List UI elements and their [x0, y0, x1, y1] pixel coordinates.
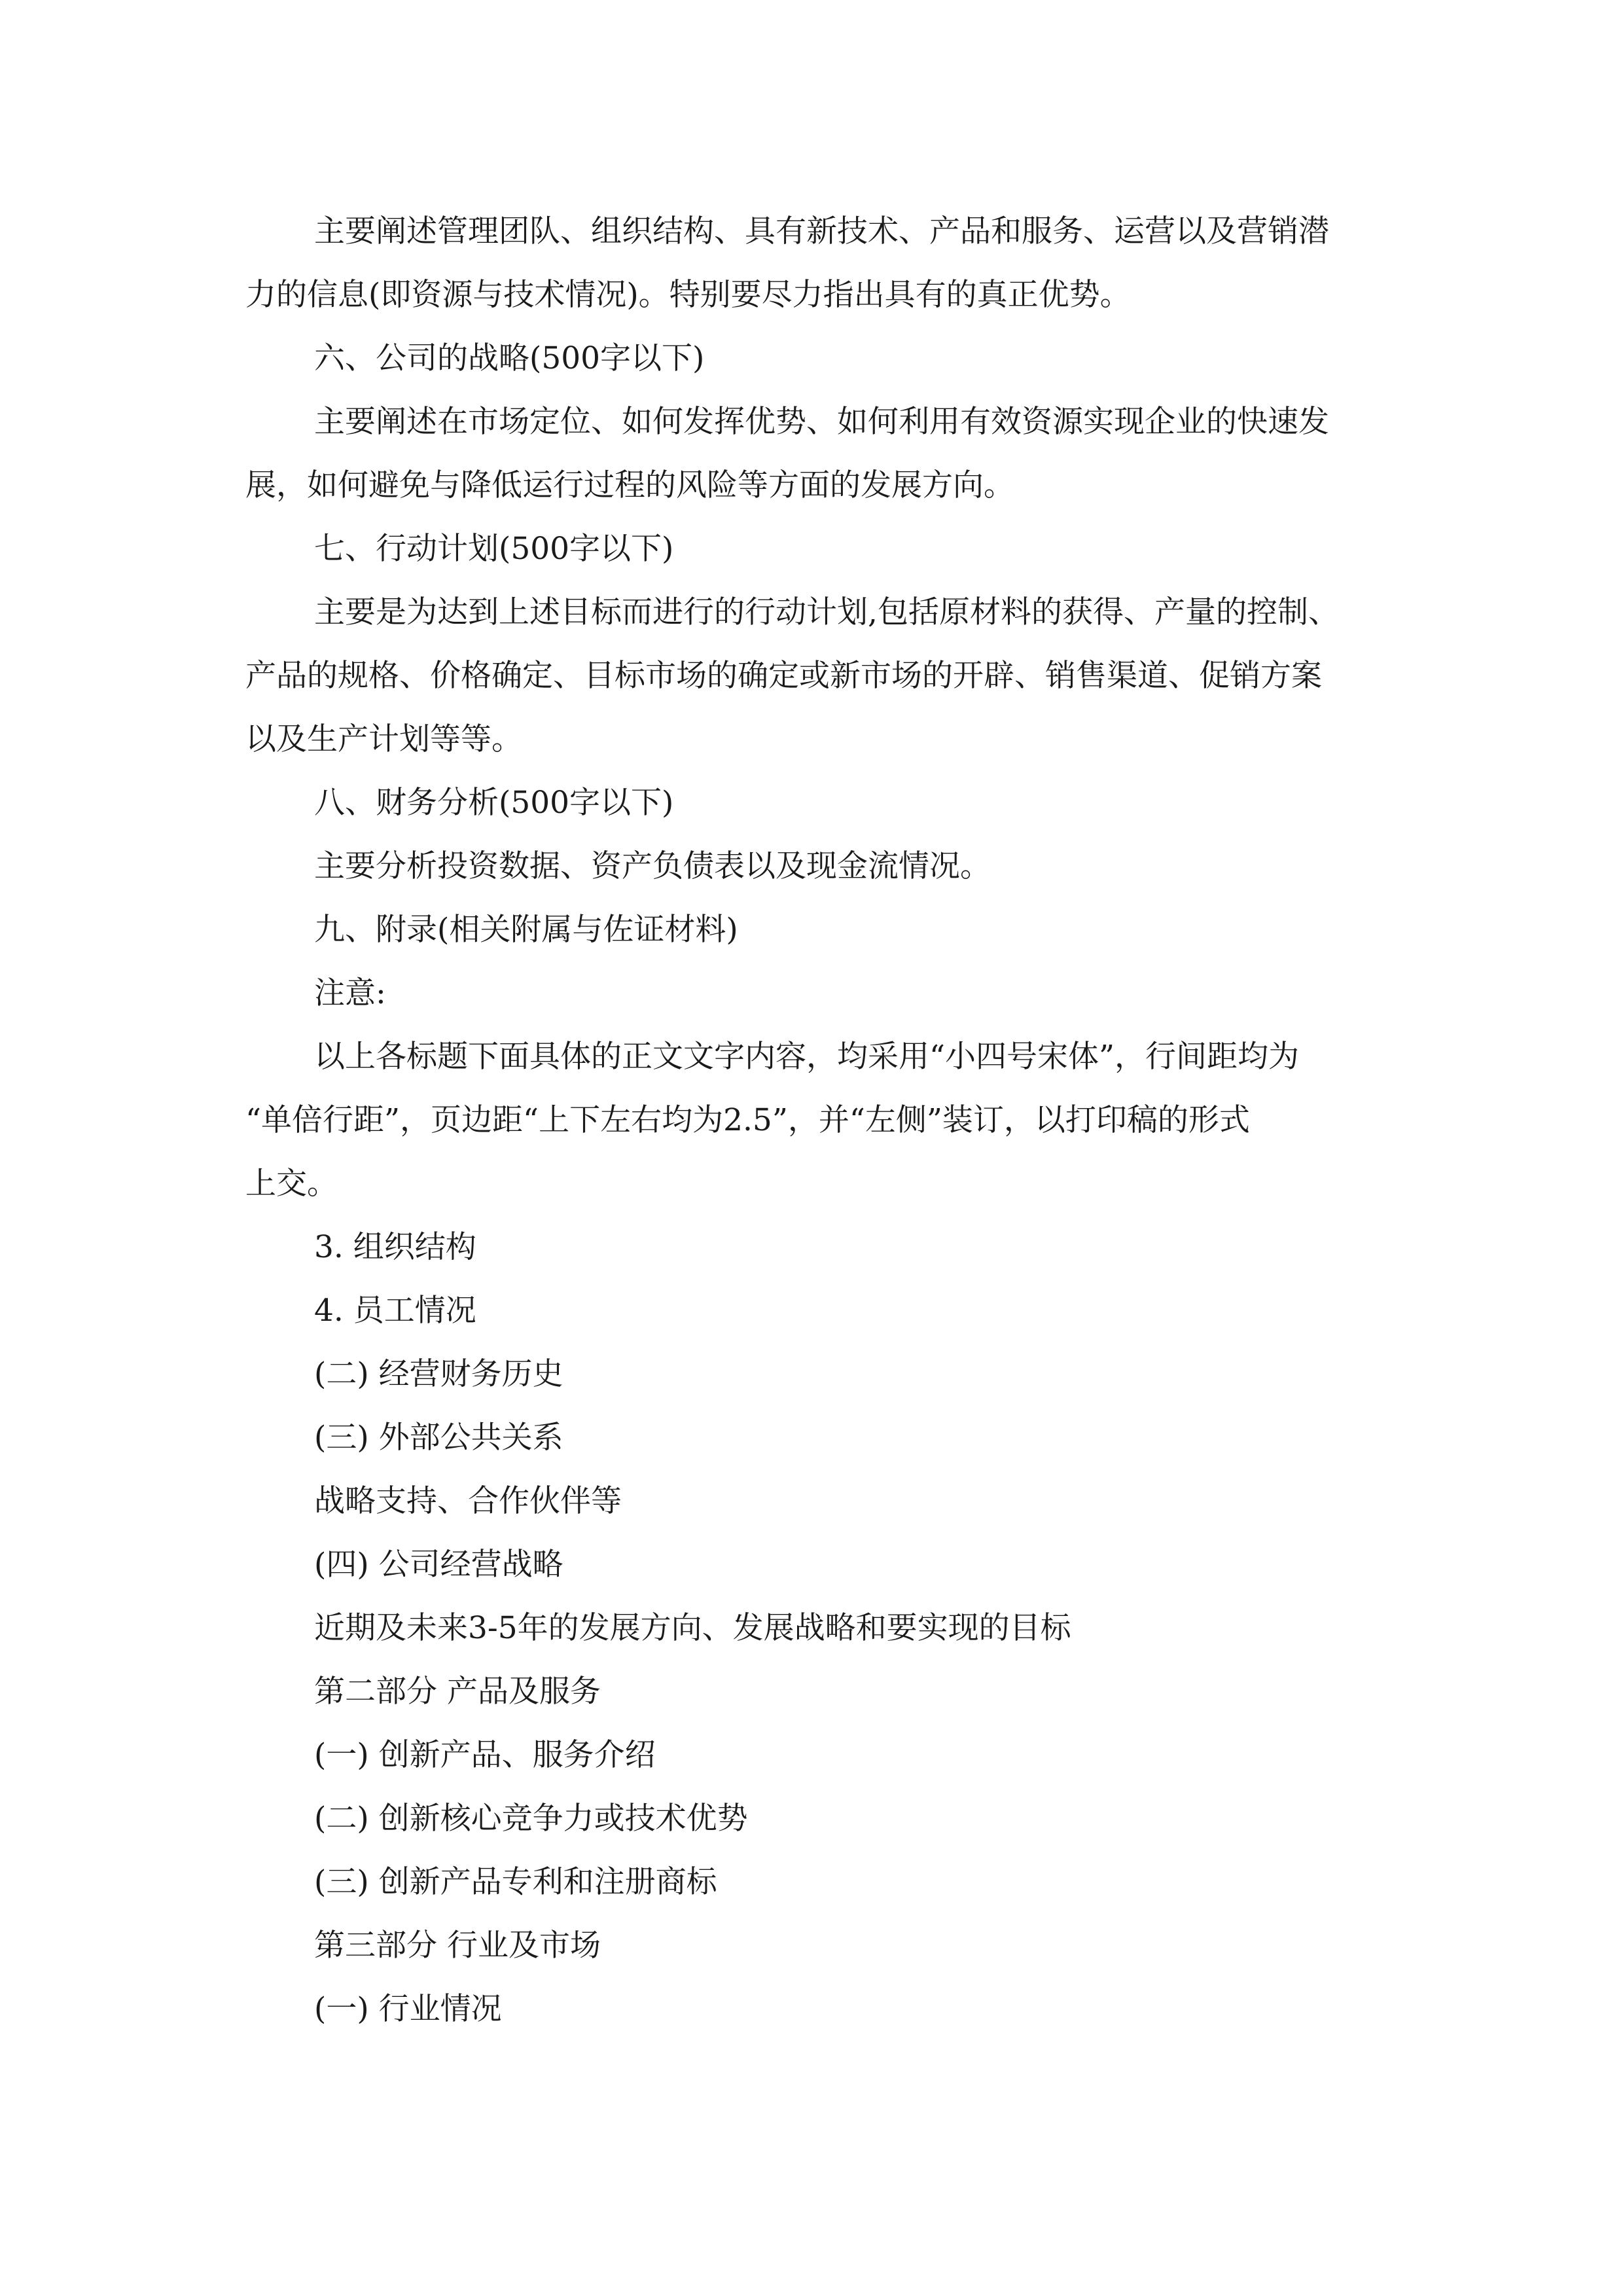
section-heading: 九、附录(相关附属与佐证材料): [314, 912, 738, 948]
paragraph-line: 力的信息(即资源与技术情况)。特别要尽力指出具有的真正优势。: [245, 277, 1131, 313]
list-item: 4. 员工情况: [314, 1293, 476, 1329]
paragraph-line: 战略支持、合作伙伴等: [314, 1483, 622, 1519]
section-heading: 八、财务分析(500字以下): [314, 785, 674, 821]
paragraph-line: 展，如何避免与降低运行过程的风险等方面的发展方向。: [245, 467, 1014, 503]
list-item: (三) 外部公共关系: [314, 1420, 563, 1456]
paragraph-line: “单倍行距”，页边距“上下左右均为2.5”，并“左侧”装订，以打印稿的形式: [245, 1102, 1250, 1138]
list-item: 3. 组织结构: [314, 1229, 476, 1265]
list-item: (三) 创新产品专利和注册商标: [314, 1864, 717, 1900]
list-item: (四) 公司经营战略: [314, 1547, 563, 1583]
list-item: (二) 经营财务历史: [314, 1356, 563, 1392]
paragraph-line: 主要阐述在市场定位、如何发挥优势、如何利用有效资源实现企业的快速发: [314, 404, 1329, 440]
paragraph-line: 上交。: [245, 1166, 338, 1202]
list-item: (一) 行业情况: [314, 1991, 502, 2027]
paragraph-line: 产品的规格、价格确定、目标市场的确定或新市场的开辟、销售渠道、促销方案: [245, 658, 1322, 694]
paragraph-line: 主要分析投资数据、资产负债表以及现金流情况。: [314, 848, 991, 884]
section-heading: 七、行动计划(500字以下): [314, 531, 674, 567]
paragraph-line: 以及生产计划等等。: [245, 721, 522, 757]
paragraph-line: 主要阐述管理团队、组织结构、具有新技术、产品和服务、运营以及营销潜: [314, 213, 1329, 249]
note-label: 注意:: [314, 975, 386, 1011]
paragraph-line: 主要是为达到上述目标而进行的行动计划,包括原材料的获得、产量的控制、: [314, 594, 1339, 630]
paragraph-line: 以上各标题下面具体的正文文字内容，均采用“小四号宋体”，行间距均为: [314, 1039, 1300, 1075]
list-item: (二) 创新核心竞争力或技术优势: [314, 1801, 748, 1837]
paragraph-line: 近期及未来3-5年的发展方向、发展战略和要实现的目标: [314, 1610, 1071, 1646]
document-body: [245, 200, 1381, 2041]
part-heading: 第三部分 行业及市场: [314, 1928, 601, 1964]
part-heading: 第二部分 产品及服务: [314, 1674, 601, 1710]
list-item: (一) 创新产品、服务介绍: [314, 1737, 656, 1773]
section-heading: 六、公司的战略(500字以下): [314, 340, 705, 376]
